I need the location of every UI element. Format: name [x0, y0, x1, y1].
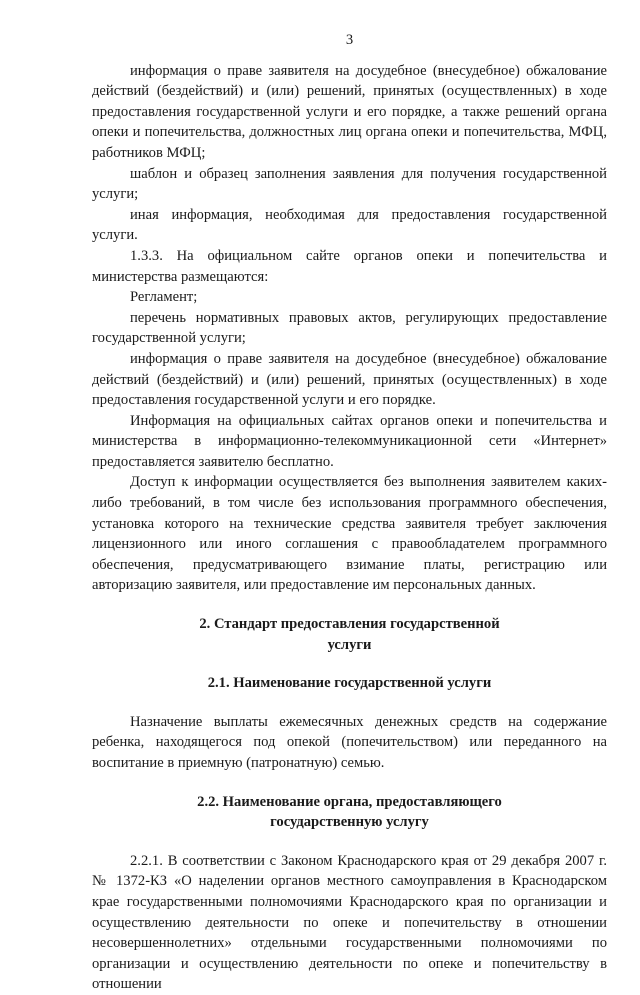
paragraph-reglament: Регламент; [130, 289, 198, 306]
paragraph-free-info: Информация на официальных сайтах органов опеки и попечительства и министерства в информационно-телекоммуникационной сети «Интернет» предоставляется заявителю бесплатно. [92, 412, 607, 470]
section-2-2-1-text: 2.2.1. В соответствии с Законом Краснодарского края от 29 декабря 2007 г. № 1372-КЗ «О наделении органов местного самоуправления в Краснодарском крае государственными полномочиями Краснодарского края по организации и осуществлению деятельности по опеке и попечительству в отношении несовершеннолетних» отдельными государственными полномочиями по организации и осуществлению деятельности по опеке и попечительству в отношении [92, 852, 607, 993]
page-number: 3 [345, 32, 354, 48]
section-2-heading-line1: 2. Стандарт предоставления государственной [199, 616, 500, 633]
section-2-heading [92, 614, 607, 655]
document-page [92, 30, 607, 995]
paragraph-legal-acts: перечень нормативных правовых актов, регулирующих предоставление государственной услуги; [92, 309, 607, 347]
paragraph-appeal-info-2: информация о праве заявителя на досудебное (внесудебное) обжалование действий (бездействий) и (или) решений, принятых (осуществленных) в ходе предоставления государственной услуги и его порядке. [92, 350, 607, 409]
section-2-1-text: Назначение выплаты ежемесячных денежных средств на содержание ребенка, находящегося под опекой (попечительством) или переданного на воспитание в приемную (патронатную) семью. [92, 713, 607, 771]
paragraph-access: Доступ к информации осуществляется без выполнения заявителем каких-либо требований, в том числе без использования программного обеспечения, установка которого на технические средства заявителя требует заключения лицензионного или иного соглашения с правообладателем программного обеспечения, предусматривающего взимание платы, регистрацию или авторизацию заявителя, или предоставление им персональных данных. [92, 474, 607, 594]
section-2-2-heading-line1: 2.2. Наименование органа, предоставляющего [197, 793, 502, 810]
section-2-heading-line2: услуги [327, 636, 372, 653]
section-2-2-heading [92, 792, 607, 833]
paragraph-1-3-3: 1.3.3. На официальном сайте органов опеки и попечительства и министерства размещаются: [92, 247, 607, 285]
section-2-1-heading: 2.1. Наименование государственной услуги [207, 675, 492, 692]
paragraph-application-template: шаблон и образец заполнения заявления для получения государственной услуги; [92, 165, 607, 203]
paragraph-other-info: иная информация, необходимая для предоставления государственной услуги. [92, 206, 607, 244]
paragraph-appeal-info: информация о праве заявителя на досудебное (внесудебное) обжалование действий (бездействий) и (или) решений, принятых (осуществленных) в ходе предоставления государственной услуги и его порядке, а также решений органа опеки и попечительства, должностных лиц органа опеки и попечительства, МФЦ, работников МФЦ; [92, 62, 607, 161]
section-2-2-heading-line2: государственную услугу [270, 814, 429, 831]
